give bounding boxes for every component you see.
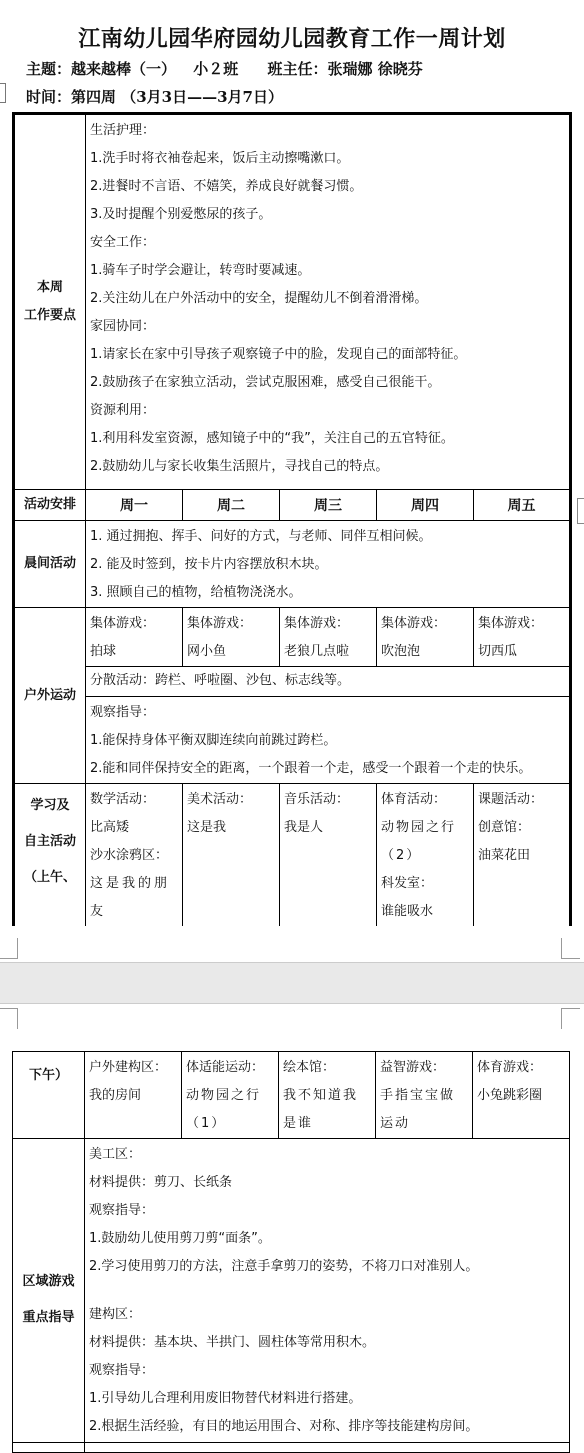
area-label xyxy=(13,1139,85,1443)
area-line: 材料提供：剪刀、长纸条 xyxy=(89,1175,233,1190)
outdoor-game-tuesday xyxy=(183,608,280,667)
scattered-text: 分散活动：跨栏、呼啦圈、沙包、标志线等。 xyxy=(90,673,351,688)
game-type: 集体游戏： xyxy=(284,616,350,631)
game-name: 老狼几点啦 xyxy=(284,644,350,659)
focus-line: 1.利用科发室资源，感知镜子中的“我”，关注自己的五官特征。 xyxy=(90,431,454,446)
outdoor-game-wednesday xyxy=(280,608,377,667)
area-label-line1: 区域游戏 xyxy=(22,1273,75,1289)
area-line: 美工区： xyxy=(89,1147,142,1162)
afternoon-text: 体育游戏： xyxy=(477,1060,543,1075)
focus-line: 2.鼓励孩子在家独立活动，尝试克服困难，感受自己很能干。 xyxy=(90,375,441,390)
outdoor-scattered xyxy=(86,667,571,697)
plan-table-page-1 xyxy=(12,112,572,929)
area-line: 观察指导： xyxy=(89,1363,155,1378)
focus-line: 2.关注幼儿在户外活动中的安全，提醒幼儿不倒着滑滑梯。 xyxy=(90,291,428,306)
study-text: 谁能吸水 xyxy=(381,904,434,919)
game-name: 网小鱼 xyxy=(187,644,227,659)
page-break xyxy=(0,926,584,1044)
study-text: 比高矮 xyxy=(90,820,130,835)
study-thursday xyxy=(377,784,474,928)
afternoon-text: 小兔跳彩圈 xyxy=(477,1088,543,1103)
teachers-text: 班主任：张瑞娜 徐晓芬 xyxy=(267,60,423,78)
area-line: 2.学习使用剪刀的方法，注意手拿剪刀的姿势，不将刀口对准别人。 xyxy=(89,1259,479,1274)
class-name: 小２班 xyxy=(193,60,239,78)
area-line: 2.根据生活经验，有目的地运用围合、对称、排序等技能建构房间。 xyxy=(89,1419,479,1434)
study-text: 音乐活动： xyxy=(284,792,350,807)
morning-content xyxy=(86,521,571,608)
focus-label-line1: 本周 xyxy=(36,280,63,295)
area-line xyxy=(85,1281,569,1301)
focus-line: 安全工作： xyxy=(90,235,156,250)
study-text: 科发室： xyxy=(381,876,434,891)
area-label-line2: 重点指导 xyxy=(22,1309,75,1325)
afternoon-text: 我的房间 xyxy=(89,1088,142,1103)
afternoon-wednesday xyxy=(279,1052,376,1139)
morning-line: 1. 通过拥抱、挥手、问好的方式，与老师、同伴互相问候。 xyxy=(90,529,432,544)
focus-line: 2.鼓励幼儿与家长收集生活照片，寻找自己的特点。 xyxy=(90,459,389,474)
area-content xyxy=(85,1139,570,1443)
focus-line: 3.及时提醒个别爱憋尿的孩子。 xyxy=(90,207,272,222)
schedule-label: 活动安排 xyxy=(14,490,86,521)
afternoon-tuesday xyxy=(182,1052,279,1139)
study-text: 美术活动： xyxy=(187,792,253,807)
day-friday: 周五 xyxy=(474,490,571,521)
game-type: 集体游戏： xyxy=(381,616,447,631)
plan-table-page-2 xyxy=(12,1051,570,1453)
game-name: 吹泡泡 xyxy=(381,644,421,659)
focus-line: 家园协同： xyxy=(90,319,156,334)
afternoon-text: 手指宝宝做运动 xyxy=(380,1088,456,1131)
area-line: 材料提供：基本块、半拱门、圆柱体等常用积木。 xyxy=(89,1335,376,1350)
area-line: 观察指导： xyxy=(89,1203,155,1218)
study-label xyxy=(14,784,86,928)
focus-line: 1.骑车子时学会避让，转弯时要减速。 xyxy=(90,263,311,278)
afternoon-thursday xyxy=(376,1052,473,1139)
study-label-line3: （上午、 xyxy=(23,870,76,885)
morning-label: 晨间活动 xyxy=(14,521,86,608)
game-name: 切西瓜 xyxy=(478,644,518,659)
outdoor-label: 户外运动 xyxy=(14,608,86,784)
afternoon-text: 绘本馆： xyxy=(283,1060,336,1075)
game-type: 集体游戏： xyxy=(90,616,156,631)
afternoon-text: 户外建构区： xyxy=(89,1060,168,1075)
study-text: 课题活动： xyxy=(478,792,544,807)
observe-line: 2.能和同伴保持安全的距离，一个跟着一个走，感受一个跟着一个走的快乐。 xyxy=(90,761,532,776)
outdoor-game-thursday xyxy=(377,608,474,667)
scroll-marker xyxy=(577,498,584,524)
margin-marker xyxy=(0,83,6,103)
afternoon-text: 我不知道我是谁 xyxy=(283,1088,359,1131)
outdoor-observe xyxy=(86,697,571,784)
day-tuesday: 周二 xyxy=(183,490,280,521)
study-text: 我是人 xyxy=(284,820,324,835)
study-text: 数学活动： xyxy=(90,792,156,807)
afternoon-monday xyxy=(85,1052,182,1139)
focus-label xyxy=(14,114,86,490)
study-text: 这是我 xyxy=(187,820,227,835)
afternoon-text: 动物园之行（1） xyxy=(186,1088,262,1131)
study-text: 创意馆： xyxy=(478,820,531,835)
afternoon-text: 益智游戏： xyxy=(380,1060,446,1075)
game-type: 集体游戏： xyxy=(478,616,544,631)
study-text: 这是我的朋友 xyxy=(90,876,171,919)
focus-line: 生活护理： xyxy=(90,123,156,138)
cut-row-label xyxy=(13,1443,85,1453)
focus-line: 1.请家长在家中引导孩子观察镜子中的脸，发现自己的面部特征。 xyxy=(90,347,467,362)
study-text: 油菜花田 xyxy=(478,848,531,863)
page-title: 江南幼儿园华府园幼儿园教育工作一周计划 xyxy=(78,26,506,52)
focus-line: 1.洗手时将衣袖卷起来，饭后主动擦嘴漱口。 xyxy=(90,151,350,166)
area-line: 1.鼓励幼儿使用剪刀剪“面条”。 xyxy=(89,1231,271,1246)
morning-line: 3. 照顾自己的植物，给植物浇浇水。 xyxy=(90,585,302,600)
area-line: 建构区： xyxy=(89,1307,142,1322)
focus-content xyxy=(86,114,571,490)
study-friday xyxy=(474,784,571,928)
afternoon-label: 下午） xyxy=(13,1052,85,1139)
outdoor-game-friday xyxy=(474,608,571,667)
afternoon-text: 体适能运动： xyxy=(186,1060,265,1075)
study-text: 体育活动： xyxy=(381,792,447,807)
meta-line-1 xyxy=(26,58,423,79)
time-text: 时间：第四周 （3月3日——3月7日） xyxy=(26,88,283,106)
study-text: 沙水涂鸦区： xyxy=(90,848,169,863)
game-name: 拍球 xyxy=(90,644,117,659)
morning-line: 2. 能及时签到，按卡片内容摆放积木块。 xyxy=(90,557,328,572)
study-label-line2: 自主活动 xyxy=(23,834,76,849)
study-monday xyxy=(86,784,183,928)
study-tuesday xyxy=(183,784,280,928)
observe-line: 1.能保持身体平衡双脚连续向前跳过跨栏。 xyxy=(90,733,337,748)
outdoor-game-monday xyxy=(86,608,183,667)
study-text: 动物园之行（2） xyxy=(381,820,457,863)
study-wednesday xyxy=(280,784,377,928)
theme-text: 主题：越来越棒（一） xyxy=(26,60,177,78)
game-type: 集体游戏： xyxy=(187,616,253,631)
study-label-line1: 学习及 xyxy=(30,798,70,813)
day-monday: 周一 xyxy=(86,490,183,521)
afternoon-friday xyxy=(473,1052,570,1139)
focus-line: 2.进餐时不言语、不嬉笑，养成良好就餐习惯。 xyxy=(90,179,363,194)
focus-line: 资源利用： xyxy=(90,403,156,418)
area-line: 1.引导幼儿合理利用废旧物替代材料进行搭建。 xyxy=(89,1391,362,1406)
focus-label-line2: 工作要点 xyxy=(23,308,76,323)
cut-row-content xyxy=(85,1443,570,1453)
observe-title: 观察指导： xyxy=(90,705,156,720)
day-thursday: 周四 xyxy=(377,490,474,521)
day-wednesday: 周三 xyxy=(280,490,377,521)
